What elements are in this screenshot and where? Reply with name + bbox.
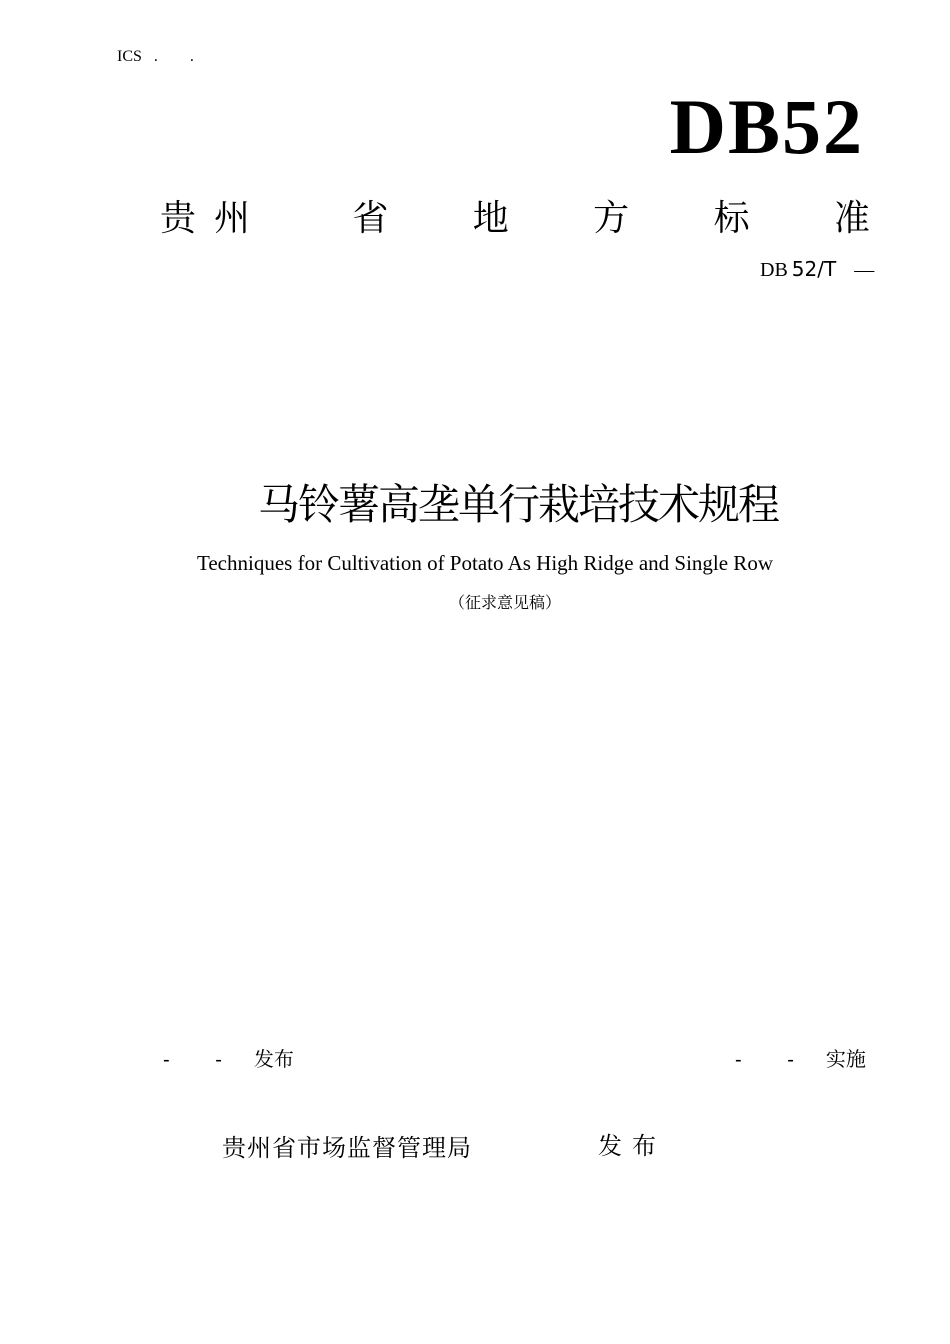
ics-dots: . .: [153, 48, 208, 65]
issue-date: [163, 1043, 294, 1072]
local-standard-char: 标: [713, 198, 750, 239]
issue-date-label: 发布: [253, 1047, 294, 1071]
implementation-date-placeholder: - -: [735, 1049, 814, 1071]
document-title-chinese: 马铃薯高垄单行栽培技术规程: [258, 480, 779, 529]
issuing-authority: 贵州省市场监督管理局: [222, 1134, 472, 1162]
ics-label: ICS: [117, 48, 142, 65]
standard-number: [760, 257, 874, 282]
document-title-english: Techniques for Cultivation of Potato As High Ridge and Single Row: [197, 551, 773, 575]
ics-line: [117, 48, 208, 66]
implementation-date: [735, 1043, 866, 1072]
issue-date-placeholder: - -: [163, 1049, 242, 1071]
local-standard-char: 省: [352, 198, 389, 239]
draft-note: （征求意见稿）: [448, 593, 561, 612]
implementation-date-label: 实施: [825, 1047, 866, 1071]
issuing-label: 发布: [598, 1132, 666, 1160]
local-standard-char: 准: [833, 198, 870, 239]
standard-number-body: 52/T: [791, 257, 837, 281]
standard-number-prefix: DB: [760, 259, 788, 281]
local-standard-char: 方: [593, 198, 630, 239]
standard-code: DB52: [669, 83, 864, 170]
local-standard-char: 贵州: [160, 198, 269, 239]
local-standard-heading: [160, 190, 870, 241]
standard-number-dash: —: [854, 259, 875, 281]
local-standard-char: 地: [472, 198, 509, 239]
